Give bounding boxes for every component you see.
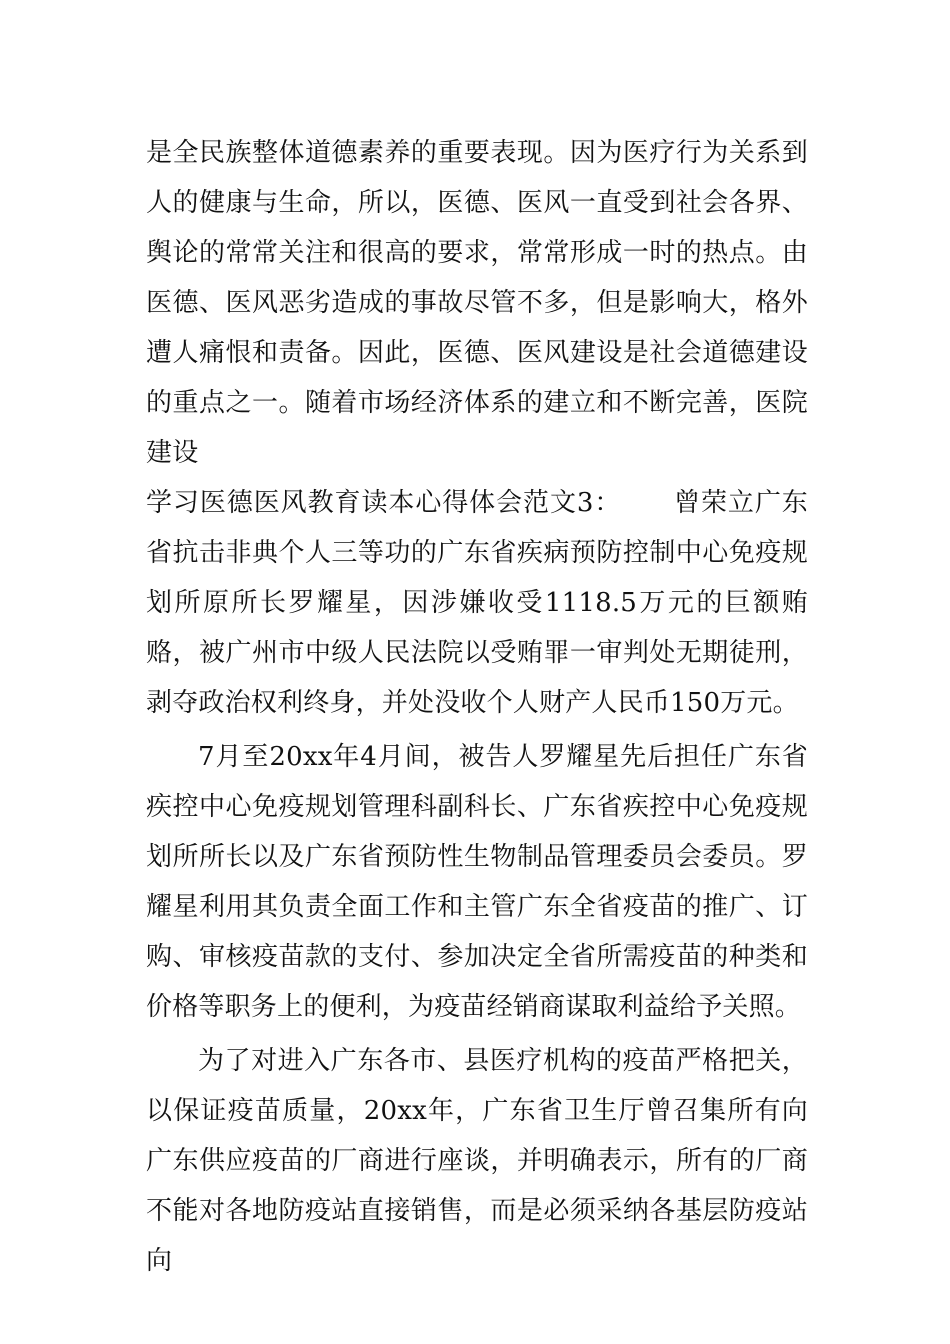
essay-heading: 学习医德医风教育读本心得体会范文3： bbox=[146, 488, 622, 518]
document-body bbox=[146, 128, 808, 1286]
paragraph-case-intro bbox=[146, 478, 808, 728]
paragraph-medical-ethics: 是全民族整体道德素养的重要表现。因为医疗行为关系到人的健康与生命，所以，医德、医风一直受到社会各界、舆论的常常关注和很高的要求，常常形成一时的热点。由医德、医风恶劣造成的事故尽管不多，但是影响大，格外遭人痛恨和责备。因此，医德、医风建设是社会道德建设的重点之一。随着市场经济体系的建立和不断完善，医院建设 bbox=[146, 138, 808, 468]
paragraph-case-details: 7月至20xx年4月间，被告人罗耀星先后担任广东省疾控中心免疫规划管理科副科长、广东省疾控中心免疫规划所所长以及广东省预防性生物制品管理委员会委员。罗耀星利用其负责全面工作和主管广东全省疫苗的推广、订购、审核疫苗款的支付、参加决定全省所需疫苗的种类和价格等职务上的便利，为疫苗经销商谋取利益给予关照。 bbox=[146, 742, 808, 1022]
paragraph-vaccine-supervision: 为了对进入广东各市、县医疗机构的疫苗严格把关，以保证疫苗质量，20xx年，广东省卫生厅曾召集所有向广东供应疫苗的厂商进行座谈，并明确表示，所有的厂商不能对各地防疫站直接销售，而是必须采纳各基层防疫站向 bbox=[146, 1046, 808, 1276]
case-intro-text: 曾荣立广东省抗击非典个人三等功的广东省疾病预防控制中心免疫规划所原所长罗耀星，因涉嫌收受1118.5万元的巨额贿赂，被广州市中级人民法院以受贿罪一审判处无期徒刑，剥夺政治权利终身，并处没收个人财产人民币150万元。 bbox=[146, 488, 808, 718]
